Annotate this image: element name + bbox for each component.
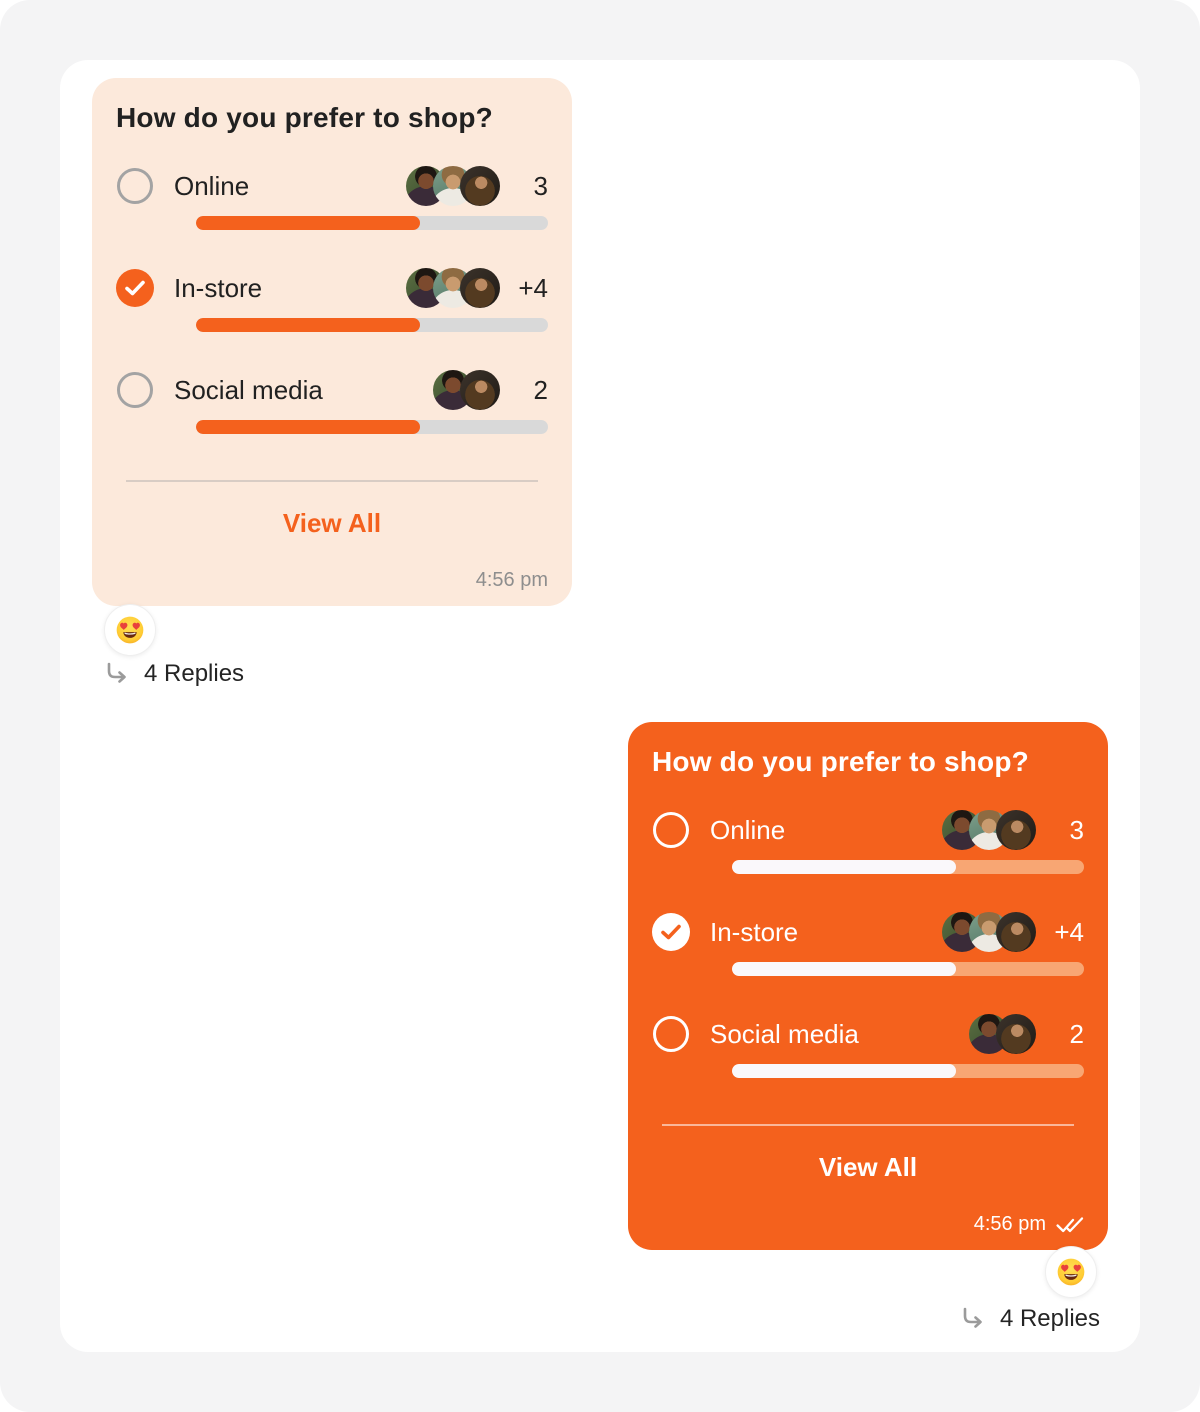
read-receipt-double-check-icon bbox=[1056, 1215, 1084, 1235]
progress-fill bbox=[196, 420, 420, 434]
progress-fill bbox=[732, 860, 956, 874]
replies-label: 4 Replies bbox=[144, 660, 245, 687]
voter-avatars bbox=[969, 1014, 1036, 1054]
vote-count: 2 bbox=[533, 374, 548, 405]
progress-fill bbox=[732, 962, 956, 976]
vote-count: 2 bbox=[1069, 1018, 1084, 1049]
voter-avatars bbox=[406, 166, 500, 206]
reply-arrow-icon bbox=[960, 1306, 986, 1332]
poll-option-online[interactable] bbox=[116, 166, 548, 230]
poll-option-in-store[interactable] bbox=[652, 912, 1084, 976]
poll-option-in-store[interactable] bbox=[116, 268, 548, 332]
avatar-woman-long-hair bbox=[460, 166, 500, 206]
poll-option-label: Social media bbox=[710, 1018, 859, 1049]
poll-option-label: Social media bbox=[174, 374, 323, 405]
radio-unselected-icon[interactable] bbox=[116, 167, 154, 205]
poll-option-online[interactable] bbox=[652, 810, 1084, 874]
replies-link[interactable] bbox=[104, 660, 244, 688]
progress-bar bbox=[196, 318, 548, 332]
vote-count: 3 bbox=[533, 170, 548, 201]
voter-avatars bbox=[942, 810, 1036, 850]
avatar-woman-long-hair bbox=[460, 268, 500, 308]
reaction-heart-eyes[interactable] bbox=[104, 604, 156, 656]
progress-fill bbox=[196, 216, 420, 230]
poll-option-social-media[interactable] bbox=[116, 370, 548, 434]
message-timestamp: 4:56 pm bbox=[973, 1213, 1046, 1236]
poll-option-label: Online bbox=[174, 170, 250, 201]
poll-bubble-outgoing bbox=[628, 722, 1108, 1250]
reply-arrow-icon bbox=[104, 661, 130, 687]
poll-option-label: Online bbox=[710, 814, 786, 845]
replies-link[interactable] bbox=[960, 1305, 1100, 1333]
avatar-woman-long-hair bbox=[996, 810, 1036, 850]
progress-bar bbox=[732, 962, 1084, 976]
vote-count: 3 bbox=[1069, 814, 1084, 845]
incoming-message-group bbox=[92, 78, 572, 687]
vote-count: +4 bbox=[1054, 916, 1084, 947]
chat-panel bbox=[60, 60, 1140, 1352]
poll-option-label: In-store bbox=[174, 272, 263, 303]
voter-avatars bbox=[942, 912, 1036, 952]
replies-label: 4 Replies bbox=[999, 1305, 1100, 1332]
progress-bar bbox=[196, 216, 548, 230]
voter-avatars bbox=[433, 370, 500, 410]
voter-avatars bbox=[406, 268, 500, 308]
view-all-button[interactable]: View All bbox=[818, 1152, 918, 1183]
poll-bubble-incoming bbox=[92, 78, 572, 606]
poll-question: How do you prefer to shop? bbox=[116, 102, 493, 133]
checkmark-selected-icon[interactable] bbox=[652, 913, 690, 951]
message-timestamp: 4:56 pm bbox=[475, 569, 548, 592]
progress-fill bbox=[196, 318, 420, 332]
heart-eyes-emoji-icon bbox=[115, 615, 145, 645]
radio-unselected-icon[interactable] bbox=[652, 811, 690, 849]
view-all-button[interactable]: View All bbox=[282, 508, 382, 539]
poll-option-label: In-store bbox=[710, 916, 799, 947]
avatar-woman-long-hair bbox=[996, 912, 1036, 952]
avatar-woman-long-hair bbox=[460, 370, 500, 410]
vote-count: +4 bbox=[518, 272, 548, 303]
radio-unselected-icon[interactable] bbox=[652, 1015, 690, 1053]
progress-bar bbox=[732, 1064, 1084, 1078]
outgoing-message-group bbox=[628, 722, 1108, 1332]
avatar-woman-long-hair bbox=[996, 1014, 1036, 1054]
divider bbox=[662, 1124, 1074, 1126]
progress-bar bbox=[732, 860, 1084, 874]
reaction-heart-eyes[interactable] bbox=[1045, 1246, 1097, 1298]
progress-bar bbox=[196, 420, 548, 434]
checkmark-selected-icon[interactable] bbox=[116, 269, 154, 307]
poll-option-social-media[interactable] bbox=[652, 1014, 1084, 1078]
heart-eyes-emoji-icon bbox=[1056, 1257, 1086, 1287]
poll-question: How do you prefer to shop? bbox=[652, 746, 1029, 777]
progress-fill bbox=[732, 1064, 956, 1078]
divider bbox=[126, 480, 538, 482]
radio-unselected-icon[interactable] bbox=[116, 371, 154, 409]
